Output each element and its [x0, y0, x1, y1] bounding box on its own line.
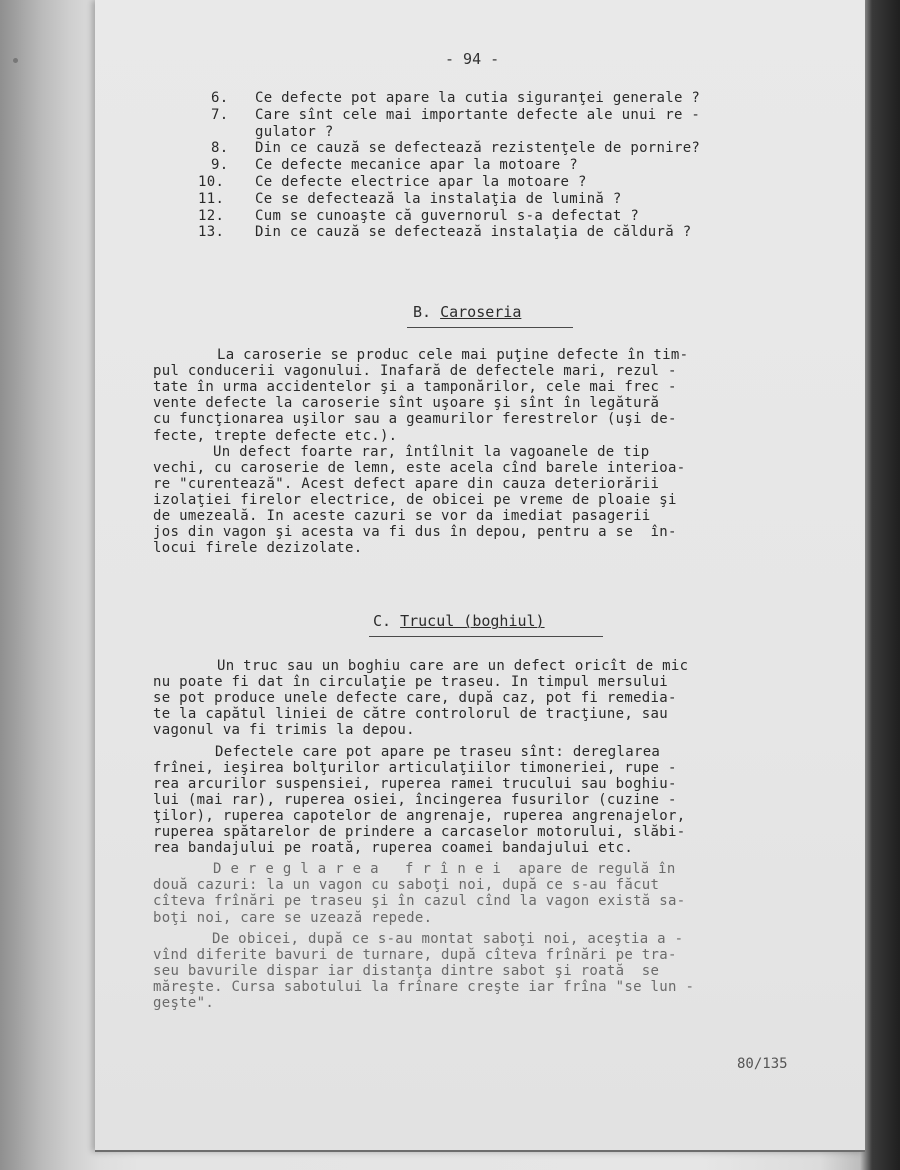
question-line: Ce se defectează la instalaţia de lumină ?: [255, 190, 622, 207]
paragraph-line: cîteva frînări pe traseu şi în cazul cînd la vagon există sa-: [153, 893, 686, 910]
paragraph-line: vagonul va fi trimis la depou.: [153, 722, 415, 739]
paragraph-line: cu funcţionarea uşilor sau a geamurilor ferestrelor (uşi de-: [153, 411, 677, 428]
question-line: Ce defecte electrice apar la motoare ?: [255, 174, 587, 190]
question-line: Din ce cauză se defectează instalaţia de căldură ?: [255, 224, 692, 241]
paragraph-line: seu bavurile dispar iar distanţa dintre sabot şi roată se: [153, 962, 660, 979]
paragraph-line: fecte, trepte defecte etc.).: [153, 427, 398, 444]
section_c-prefix: C.: [373, 612, 401, 630]
paragraph-line: ţilor), ruperea capotelor de angrenaje, ruperea angrenajelor,: [153, 807, 686, 824]
paragraph-line: re "curentează". Acest defect apare din cauza deteriorării: [153, 475, 660, 492]
question-number: 9.: [211, 157, 229, 174]
question-line: Cum se cunoaşte că guvernorul s-a defectat ?: [255, 207, 640, 224]
paragraph-line: Un truc sau un boghiu care are un defect oricît de mic: [217, 658, 689, 674]
paragraph-line: izolaţiei firelor electrice, de obicei pe vreme de ploaie şi: [153, 491, 677, 508]
paragraph-line: două cazuri: la un vagon cu saboţi noi, după ce s-au făcut: [153, 877, 660, 894]
section_b-title: Caroseria: [440, 303, 522, 321]
section_c-title: Trucul (boghiul): [400, 612, 545, 630]
section_c-rule: [369, 636, 603, 637]
question-number: 10.: [198, 174, 225, 190]
paragraph-line: tate în urma accidentelor şi a tamponărilor, cele mai frec -: [153, 379, 677, 396]
section_b-heading: [413, 303, 521, 321]
paragraph-line: La caroserie se produc cele mai puţine defecte în tim-: [217, 347, 689, 363]
punch-mark: [13, 58, 18, 63]
paragraph-line: rea arcurilor suspensiei, ruperea ramei trucului sau boghiu-: [153, 775, 677, 792]
paragraph-line: boţi noi, care se uzează repede.: [153, 909, 433, 926]
question-number: 13.: [198, 224, 225, 241]
paragraph-line: nu poate fi dat în circulaţie pe traseu. In timpul mersului: [153, 674, 668, 691]
paragraph-line: ruperea spătarelor de prindere a carcaselor motorului, slăbi-: [153, 824, 686, 840]
paragraph-line: De obicei, după ce s-au montat saboţi noi, aceştia a -: [212, 930, 684, 947]
question-line: Din ce cauză se defectează rezistenţele de pornire?: [255, 140, 701, 157]
section_b-prefix: B.: [413, 303, 441, 321]
question-line: gulator ?: [255, 123, 334, 140]
question-number: 7.: [211, 106, 229, 123]
paragraph-line: Un defect foarte rar, întîlnit la vagoanele de tip: [213, 443, 650, 460]
paragraph-line: D e r e g l a r e a f r î n e i apare de regulă în: [213, 861, 676, 878]
paragraph-line: de umezeală. In aceste cazuri se vor da imediat pasagerii: [153, 508, 651, 524]
paragraph-line: rea bandajului pe roată, ruperea coamei bandajului etc.: [153, 840, 634, 857]
paragraph-line: vechi, cu caroserie de lemn, este acela cînd barele interioa-: [153, 459, 686, 476]
document-page: [95, 0, 865, 1152]
paragraph-line: pul conducerii vagonului. Inafară de defectele mari, rezul -: [153, 363, 677, 380]
page-number: - 94 -: [445, 50, 500, 68]
paragraph-line: te la capătul liniei de către controlorul de tracţiune, sau: [153, 706, 668, 723]
paragraph-line: vente defecte la caroserie sînt uşoare şi sînt în legătură: [153, 395, 660, 412]
page-text: [95, 0, 865, 1150]
paragraph-line: frînei, ieşirea bolţurilor articulaţiilor timoneriei, rupe -: [153, 759, 677, 776]
section_c-heading: [373, 612, 545, 630]
question-number: 6.: [211, 90, 229, 106]
section_b-rule: [407, 327, 573, 328]
paragraph-line: locui firele dezizolate.: [153, 540, 363, 557]
footer-code: 80/135: [737, 1056, 788, 1072]
paragraph-line: lui (mai rar), ruperea osiei, încingerea fusurilor (cuzine -: [153, 791, 677, 808]
question-line: Ce defecte mecanice apar la motoare ?: [255, 157, 578, 174]
paragraph-line: geşte".: [153, 995, 215, 1011]
question-number: 11.: [198, 190, 225, 207]
paragraph-line: vînd diferite bavuri de turnare, după cîteva frînări pe tra-: [153, 946, 677, 963]
paragraph-line: măreşte. Cursa sabotului la frînare creşte iar frîna "se lun -: [153, 978, 695, 995]
paragraph-line: Defectele care pot apare pe traseu sînt: dereglarea: [215, 743, 661, 760]
paragraph-line: se pot produce unele defecte care, după caz, pot fi remedia-: [153, 690, 677, 707]
paragraph-line: jos din vagon şi acesta va fi dus în depou, pentru a se în-: [153, 524, 677, 541]
question-line: Care sînt cele mai importante defecte ale unui re -: [255, 106, 701, 123]
question-number: 12.: [198, 207, 225, 224]
question-number: 8.: [211, 140, 229, 157]
question-line: Ce defecte pot apare la cutia siguranţei generale ?: [255, 90, 701, 106]
